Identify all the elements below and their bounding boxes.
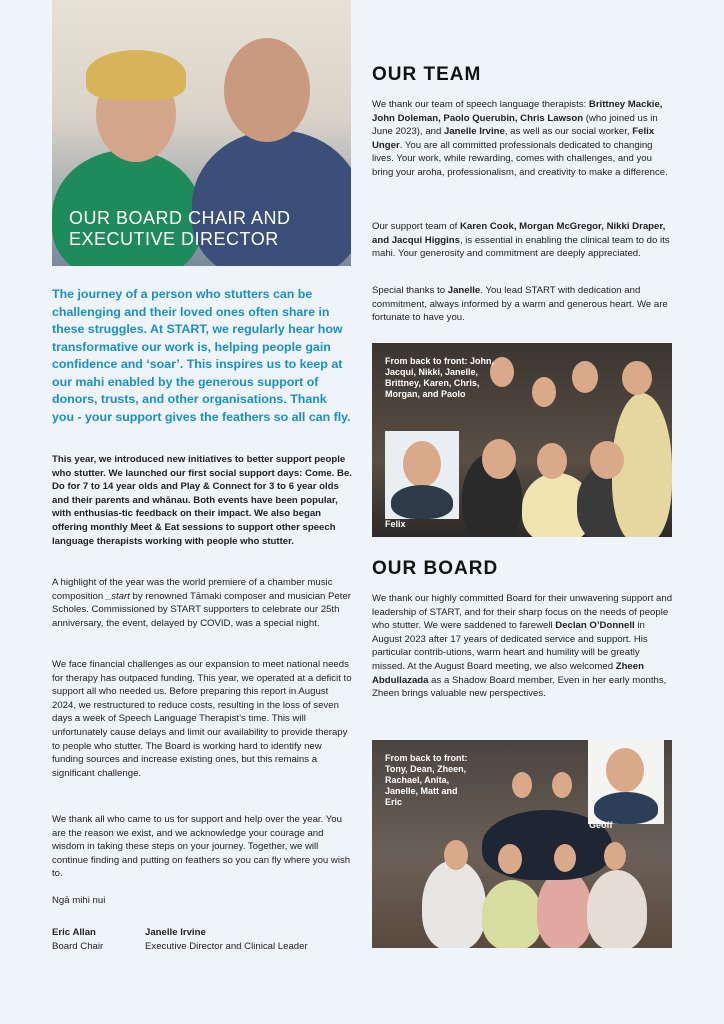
text-run: Janelle Irvine	[444, 126, 505, 138]
text-run: . You lead START with dedication and commitment, always informed by a warm and generous heart. We are fortunate to have you.	[372, 285, 668, 324]
team-heading: OUR TEAM	[372, 64, 482, 85]
text-run: We thank our team of speech language therapists:	[372, 99, 589, 110]
felix-label: Felix	[385, 519, 406, 529]
signoff: Ngā mihi nui	[52, 895, 106, 906]
board-photo-caption: From back to front: Tony, Dean, Zheen, Rachael, Anita, Janelle, Matt and Eric	[385, 753, 468, 807]
team-paragraph-3	[372, 284, 674, 325]
team-paragraph-2	[372, 220, 674, 261]
text-run: We thank our highly committed Board for their unwavering support and leadership of START, and for their sharp focus on the needs of people who stutter. We were saddened to farewell	[372, 593, 673, 632]
hero-title: OUR BOARD CHAIR AND EXECUTIVE DIRECTOR	[69, 208, 291, 249]
text-run: Declan O’Donnell	[555, 620, 635, 632]
text-run: (who joined us in June 2023), and	[372, 112, 658, 138]
board-paragraph	[372, 592, 674, 701]
text-run: Felix Unger	[372, 126, 655, 151]
text-run: Zheen Abdullazada	[372, 660, 644, 686]
text-run: as a Shadow Board member. Even in her early months, Zheen brings valuable new perspectives.	[372, 674, 667, 700]
felix-inset-photo	[385, 431, 459, 519]
thanks-paragraph: We thank all who came to us for support and help over the year. You are the reason we exist, and we acknowledge your courage and wisdom in taking these steps on your journey. Together, we will continue finding and putting on feathers so you can fly where you wish to.	[52, 814, 351, 880]
text-run: Janelle	[447, 285, 481, 296]
text-run: Brittney Mackie, John Doleman, Paolo Querubin, Chris Lawson	[372, 99, 663, 124]
signature-director: Janelle Irvine Executive Director and Clinical Leader	[145, 927, 308, 952]
team-photo	[372, 343, 672, 537]
text-run: , is essential in enabling the clinical team to do its mahi. Your generosity and commitment are deeply appreciated.	[372, 234, 670, 260]
premiere-paragraph: A highlight of the year was the world premiere of a chamber music composition _start by renowned Tāmaki composer and musician Peter Scholes. Commissioned by START supporters to celebrate our 25th anniversary, the event, delayed by COVID, was a special night.	[52, 577, 351, 629]
lead-paragraph: The journey of a person who stutters can be challenging and their loved ones often share in these struggles. At START, we regularly hear how transformative our work is, helping people gain confidence and ‘soar’. This inspires us to keep at our mahi enabled by the generous support of donors, trusts, and other organisations. Thank you - your support gives the feathers so all can fly.	[52, 287, 351, 424]
geoff-label: Geoff	[589, 820, 613, 830]
board-heading: OUR BOARD	[372, 558, 499, 579]
text-run: in August 2023 after 17 years of dedicated service and support. His particular contrib-utions, warm heart and humility will be greatly missed. At the August Board meeting, we also welcomed	[372, 620, 648, 672]
text-run: Our support team of	[372, 221, 460, 232]
team-photo-caption: From back to front: John, Jacqui, Nikki, Janelle, Brittney, Karen, Chris, Morgan, and Paolo	[385, 356, 494, 399]
initiatives-paragraph: This year, we introduced new initiatives to better support people who stutter. We launched our first social support days: Come. Be. Do for 7 to 14 year olds and Play & Connect for 3 to 6 year olds and their parents and whānau. Both events have been popular, with enthusias-tic feedback on their impact. We also began offering monthly Meet & Eat sessions to support other speech language therapists working with people who stutter.	[52, 454, 352, 547]
text-run: , as well as our social worker,	[504, 126, 633, 138]
text-run: Karen Cook, Morgan McGregor, Nikki Draper, and Jacqui Higgins	[372, 221, 666, 246]
team-paragraph-1	[372, 98, 674, 180]
board-photo	[372, 740, 672, 948]
board-chair-photo	[52, 0, 351, 266]
text-run: Special thanks to	[372, 285, 448, 296]
signature-chair: Eric Allan Board Chair	[52, 927, 104, 952]
financial-paragraph: We face financial challenges as our expansion to meet national needs for therapy has outpaced funding. This year, we operated at a deficit to support all who needed us. Before preparing this report in August 2024, we restructured to reduce costs, resulting in the loss of seven days a week of Speech Language Therapist’s time. This will unfortunately cause delays and limit our availability to provide therapy to people who stutter. The Board is working hard to identify new funding sources and increase existing ones, but this remains a significant challenge.	[52, 659, 352, 779]
text-run: . You are all committed professionals dedicated to changing lives. Your work, while rewarding, comes with challenges, and you bring your aroha, professionalism, and creativity to make a difference.	[372, 139, 668, 178]
geoff-inset-photo	[588, 740, 664, 824]
